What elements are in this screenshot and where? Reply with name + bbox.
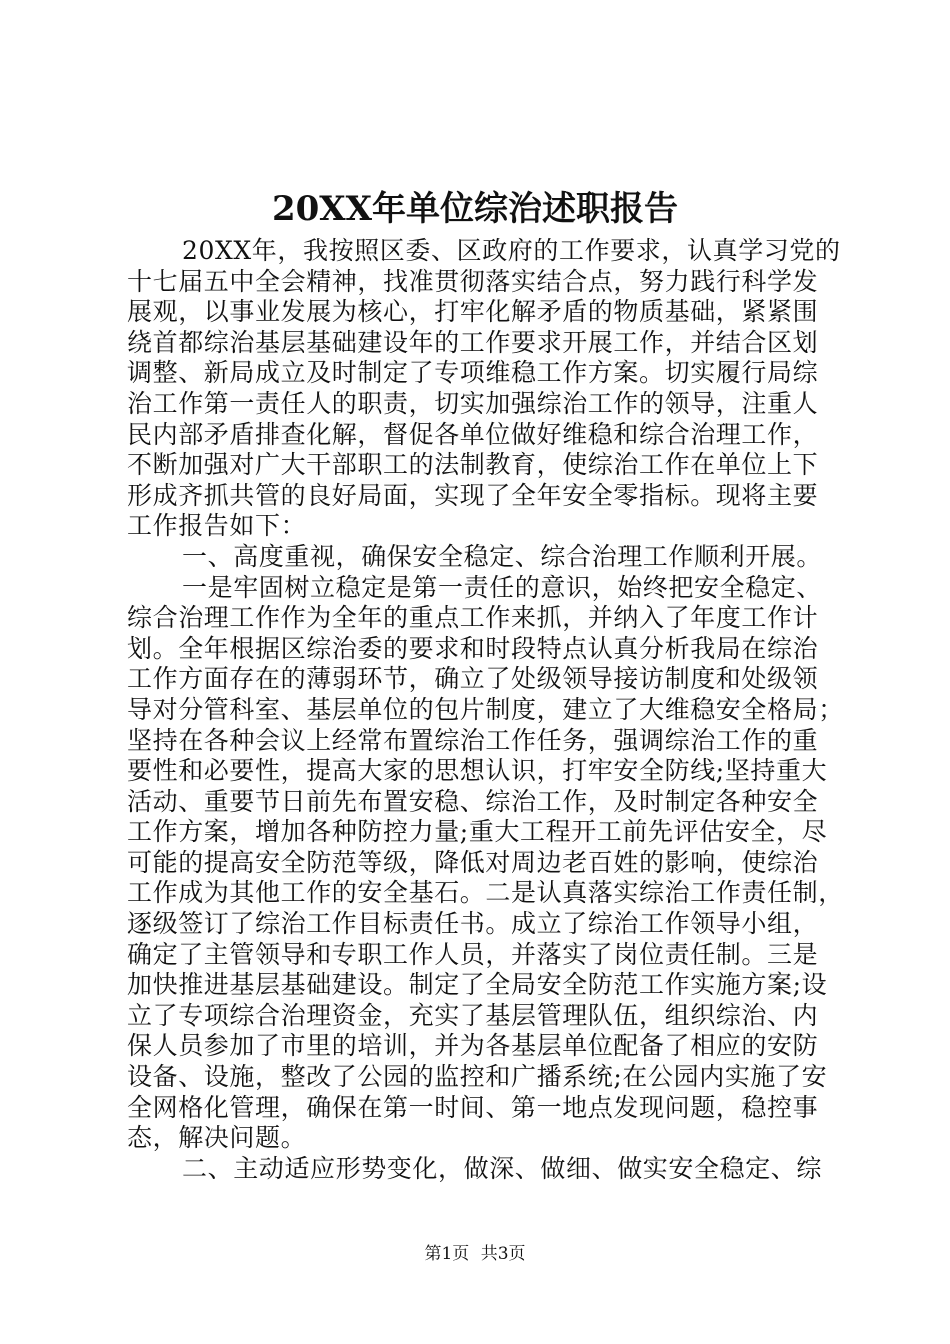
paragraph-line: 态，解决问题。: [127, 1123, 307, 1153]
paragraph-line: 设备、设施，整改了公园的监控和广播系统;在公园内实施了安: [127, 1062, 828, 1092]
paragraph-line: 要性和必要性，提高大家的思想认识，打牢安全防线;坚持重大: [127, 756, 828, 786]
paragraph-line: 不断加强对广大干部职工的法制教育，使综治工作在单位上下: [127, 450, 819, 480]
page-footer: [0, 1243, 950, 1265]
paragraph-line: 展观，以事业发展为核心，打牢化解矛盾的物质基础，紧紧围: [127, 297, 819, 327]
paragraph-line: 综合治理工作作为全年的重点工作来抓，并纳入了年度工作计: [127, 603, 819, 633]
page-number: 第1页: [424, 1244, 470, 1264]
paragraph-line: 20XX年，我按照区委、区政府的工作要求，认真学习党的: [182, 236, 841, 265]
paragraph-line: 坚持在各种会议上经常布置综治工作任务，强调综治工作的重: [127, 725, 819, 755]
paragraph-line: 工作报告如下：: [127, 511, 307, 541]
paragraph-line: 工作方案，增加各种防控力量;重大工程开工前先评估安全，尽: [127, 817, 828, 847]
page-total: 共3页: [480, 1244, 526, 1264]
paragraph-line: 绕首都综治基层基础建设年的工作要求开展工作，并结合区划: [127, 327, 819, 357]
paragraph-line: 确定了主管领导和专职工作人员，并落实了岗位责任制。三是: [127, 939, 819, 969]
paragraph-line: 形成齐抓共管的良好局面，实现了全年安全零指标。现将主要: [127, 480, 819, 510]
paragraph-line: 立了专项综合治理资金，充实了基层管理队伍，组织综治、内: [127, 1000, 819, 1030]
section-heading: 一、高度重视，确保安全稳定、综合治理工作顺利开展。: [182, 541, 823, 571]
paragraph-line: 导对分管科室、基层单位的包片制度，建立了大维稳安全格局；: [127, 694, 844, 724]
paragraph-line: 十七届五中全会精神，找准贯彻落实结合点，努力践行科学发: [127, 266, 819, 296]
paragraph-line: 加快推进基层基础建设。制定了全局安全防范工作实施方案;设: [127, 970, 828, 1000]
document-title: 20XX年单位综治述职报告: [271, 189, 679, 229]
paragraph-line: 可能的提高安全防范等级，降低对周边老百姓的影响，使综治: [127, 847, 819, 877]
section-heading: 二、主动适应形势变化，做深、做细、做实安全稳定、综: [182, 1153, 823, 1183]
paragraph-line: 逐级签订了综治工作目标责任书。成立了综治工作领导小组，: [127, 909, 819, 939]
document-body: [127, 236, 844, 1184]
paragraph-line: 治工作第一责任人的职责，切实加强综治工作的领导，注重人: [127, 388, 819, 418]
paragraph-line: 调整、新局成立及时制定了专项维稳工作方案。切实履行局综: [127, 358, 819, 388]
paragraph-line: 活动、重要节日前先布置安稳、综治工作，及时制定各种安全: [127, 786, 819, 816]
paragraph-line: 保人员参加了市里的培训，并为各基层单位配备了相应的安防: [127, 1031, 819, 1061]
paragraph-line: 一是牢固树立稳定是第一责任的意识，始终把安全稳定、: [182, 572, 823, 602]
paragraph-line: 全网格化管理，确保在第一时间、第一地点发现问题，稳控事: [127, 1092, 819, 1122]
paragraph-line: 工作方面存在的薄弱环节，确立了处级领导接访制度和处级领: [127, 664, 819, 694]
paragraph-line: 民内部矛盾排查化解，督促各单位做好维稳和综合治理工作，: [127, 419, 819, 449]
paragraph-line: 划。全年根据区综治委的要求和时段特点认真分析我局在综治: [127, 633, 819, 663]
paragraph-line: 工作成为其他工作的安全基石。二是认真落实综治工作责任制，: [127, 878, 844, 908]
